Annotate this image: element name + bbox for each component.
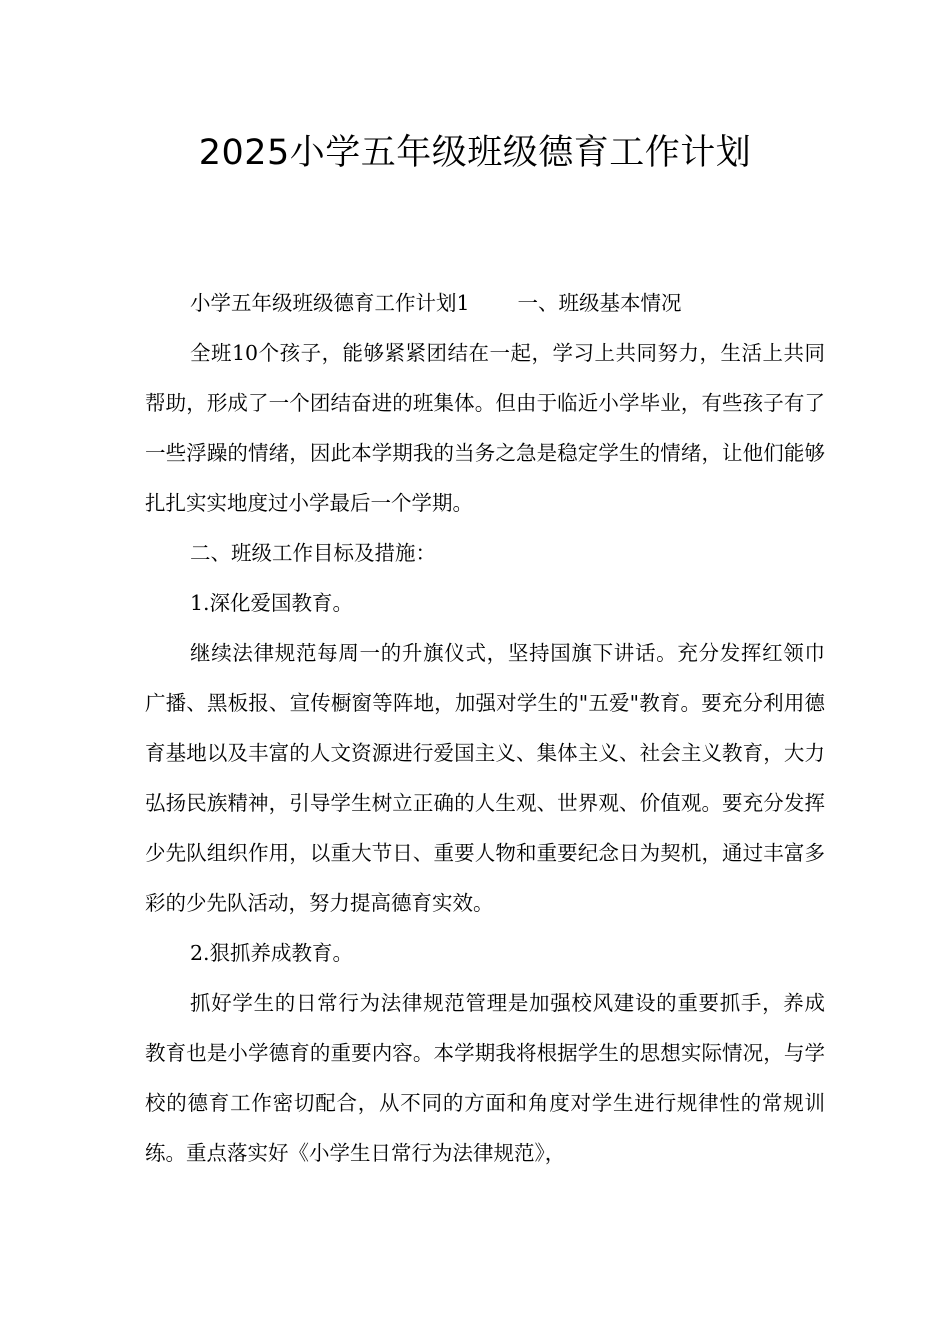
document-body: [145, 278, 825, 1178]
subheading-habit-education: 2.狠抓养成教育。: [190, 941, 354, 965]
paragraph-patriotic-education: 继续法律规范每周一的升旗仪式，坚持国旗下讲话。充分发挥红领巾广播、黑板报、宣传橱窗等阵地，加强对学生的"五爱"教育。要充分利用德育基地以及丰富的人文资源进行爱国主义、集体主义、社会主义教育，大力弘扬民族精神，引导学生树立正确的人生观、世界观、价值观。要充分发挥少先队组织作用，以重大节日、重要人物和重要纪念日为契机，通过丰富多彩的少先队活动，努力提高德育实效。: [145, 641, 825, 915]
paragraph-plan-heading: [145, 278, 825, 328]
section-heading-class-situation: 一、班级基本情况: [517, 291, 682, 315]
plan-subtitle: 小学五年级班级德育工作计划1: [190, 291, 470, 315]
paragraph-habit-education: 抓好学生的日常行为法律规范管理是加强校风建设的重要抓手，养成教育也是小学德育的重要内容。本学期我将根据学生的思想实际情况，与学校的德育工作密切配合，从不同的方面和角度对学生进行规律性的常规训练。重点落实好《小学生日常行为法律规范》，: [145, 991, 825, 1165]
section-heading-goals: 二、班级工作目标及措施：: [190, 541, 436, 565]
document-title: 2025小学五年级班级德育工作计划: [198, 133, 752, 173]
paragraph-class-situation: 全班10个孩子，能够紧紧团结在一起，学习上共同努力，生活上共同帮助，形成了一个团结奋进的班集体。但由于临近小学毕业，有些孩子有了一些浮躁的情绪，因此本学期我的当务之急是稳定学生的情绪，让他们能够扎扎实实地度过小学最后一个学期。: [145, 341, 825, 515]
subheading-patriotic-education: 1.深化爱国教育。: [190, 591, 354, 615]
